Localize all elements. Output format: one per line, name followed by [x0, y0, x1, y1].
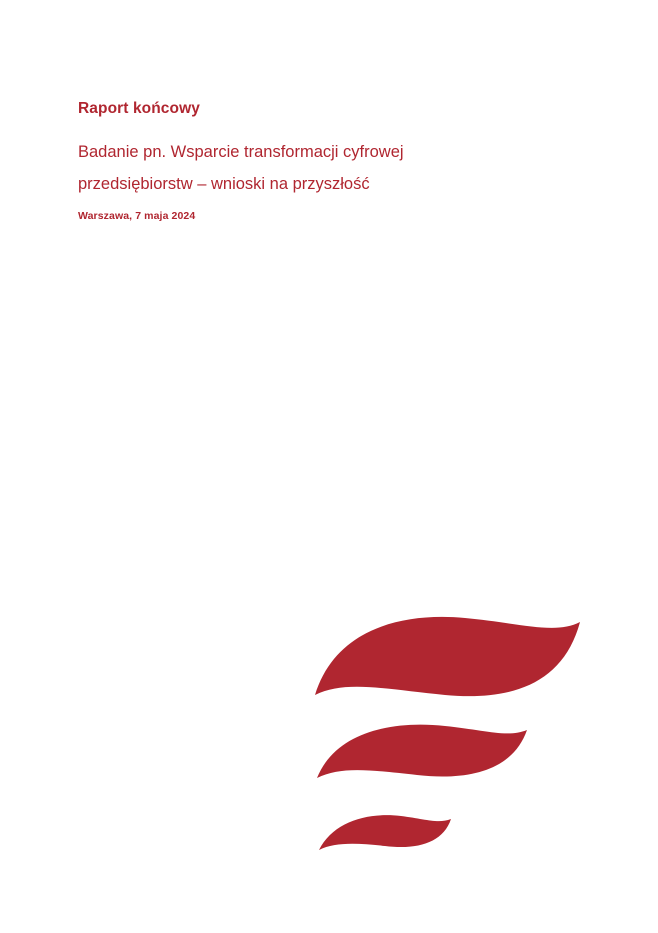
- page-title: Raport końcowy: [78, 100, 200, 117]
- logo: [305, 600, 595, 865]
- logo-wave-bottom: [319, 815, 451, 850]
- title-block: [78, 100, 558, 222]
- logo-wave-middle: [317, 725, 527, 778]
- place-and-date: Warszawa, 7 maja 2024: [78, 209, 196, 222]
- report-subtitle: Badanie pn. Wsparcie transformacji cyfrowej przedsiębiorstw – wnioski na przyszłość: [78, 142, 404, 193]
- logo-wave-top: [315, 617, 580, 696]
- three-red-waves-logo-icon: [305, 600, 595, 865]
